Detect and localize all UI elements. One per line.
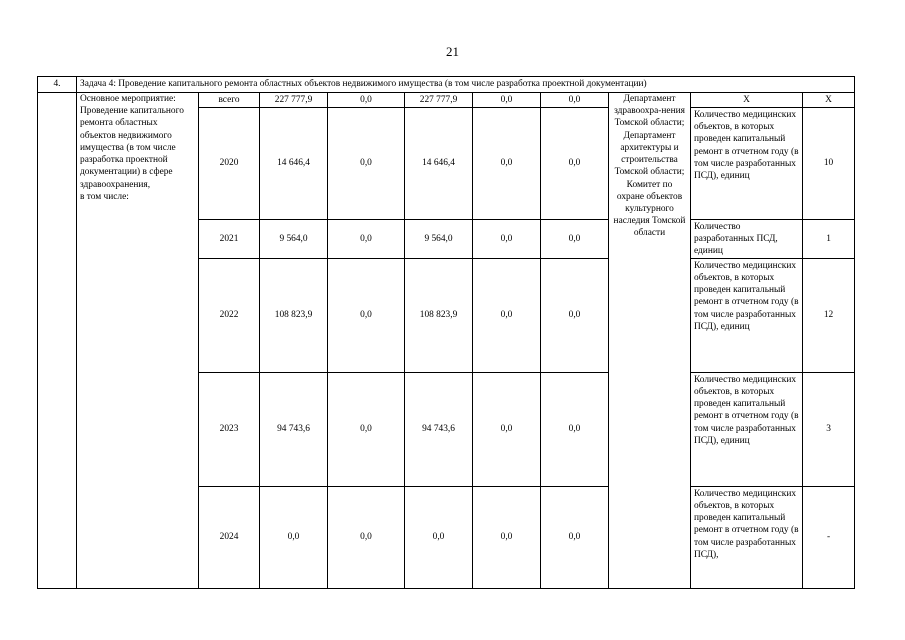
task-title: Задача 4: Проведение капитального ремонта областных объектов недвижимого имущества (в том числе разработка проектной документации) bbox=[77, 77, 855, 93]
other-cell: 0,0 bbox=[541, 108, 609, 220]
period-cell: 2020 bbox=[199, 108, 260, 220]
total-cell: 14 646,4 bbox=[260, 108, 328, 220]
activity-description: Основное мероприятие: Проведение капитального ремонта областных объектов недвижимого имущества (в том числе разработка проектной документации) в сфере здравоохранения, в том числе: bbox=[77, 93, 199, 589]
period-cell: всего bbox=[199, 93, 260, 108]
indicator-value: 10 bbox=[803, 108, 855, 220]
period-cell: 2023 bbox=[199, 372, 260, 486]
indicator-value: - bbox=[803, 486, 855, 588]
federal-cell: 0,0 bbox=[328, 372, 405, 486]
indicator-cell: Количество медицинских объектов, в которых проведен капитальный ремонт в отчетном году (в том числе разработанных ПСД), bbox=[691, 486, 803, 588]
indicator-value: 3 bbox=[803, 372, 855, 486]
task-number: 4. bbox=[38, 77, 77, 93]
total-cell: 94 743,6 bbox=[260, 372, 328, 486]
indicator-value: 1 bbox=[803, 220, 855, 259]
regional-cell: 227 777,9 bbox=[405, 93, 473, 108]
local-cell: 0,0 bbox=[473, 258, 541, 372]
indicator-cell: Количество разработанных ПСД, единиц bbox=[691, 220, 803, 259]
period-cell: 2021 bbox=[199, 220, 260, 259]
total-cell: 227 777,9 bbox=[260, 93, 328, 108]
local-cell: 0,0 bbox=[473, 372, 541, 486]
total-cell: 0,0 bbox=[260, 486, 328, 588]
regional-cell: 108 823,9 bbox=[405, 258, 473, 372]
task-row bbox=[38, 77, 855, 93]
other-cell: 0,0 bbox=[541, 486, 609, 588]
federal-cell: 0,0 bbox=[328, 93, 405, 108]
other-cell: 0,0 bbox=[541, 372, 609, 486]
local-cell: 0,0 bbox=[473, 486, 541, 588]
indicator-value: 12 bbox=[803, 258, 855, 372]
indicator-cell: Количество медицинских объектов, в которых проведен капитальный ремонт в отчетном году (в том числе разработанных ПСД), единиц bbox=[691, 372, 803, 486]
regional-cell: 14 646,4 bbox=[405, 108, 473, 220]
page-number: 21 bbox=[446, 44, 459, 59]
period-cell: 2022 bbox=[199, 258, 260, 372]
local-cell: 0,0 bbox=[473, 220, 541, 259]
responsible-executors: Департамент здравоохра-нения Томской области; Департамент архитектуры и строительства Томской области; Комитет по охране объектов культурного наследия Томской области bbox=[609, 93, 691, 589]
table-row bbox=[38, 93, 855, 108]
other-cell: 0,0 bbox=[541, 93, 609, 108]
regional-cell: 9 564,0 bbox=[405, 220, 473, 259]
federal-cell: 0,0 bbox=[328, 108, 405, 220]
federal-cell: 0,0 bbox=[328, 220, 405, 259]
other-cell: 0,0 bbox=[541, 258, 609, 372]
regional-cell: 94 743,6 bbox=[405, 372, 473, 486]
program-table bbox=[37, 76, 855, 589]
regional-cell: 0,0 bbox=[405, 486, 473, 588]
empty-number-cell bbox=[38, 93, 77, 589]
local-cell: 0,0 bbox=[473, 108, 541, 220]
total-cell: 9 564,0 bbox=[260, 220, 328, 259]
indicator-cell: Количество медицинских объектов, в которых проведен капитальный ремонт в отчетном году (в том числе разработанных ПСД), единиц bbox=[691, 108, 803, 220]
total-cell: 108 823,9 bbox=[260, 258, 328, 372]
indicator-cell: Количество медицинских объектов, в которых проведен капитальный ремонт в отчетном году (в том числе разработанных ПСД), единиц bbox=[691, 258, 803, 372]
indicator-value: Х bbox=[803, 93, 855, 108]
local-cell: 0,0 bbox=[473, 93, 541, 108]
indicator-cell: Х bbox=[691, 93, 803, 108]
federal-cell: 0,0 bbox=[328, 258, 405, 372]
other-cell: 0,0 bbox=[541, 220, 609, 259]
federal-cell: 0,0 bbox=[328, 486, 405, 588]
period-cell: 2024 bbox=[199, 486, 260, 588]
